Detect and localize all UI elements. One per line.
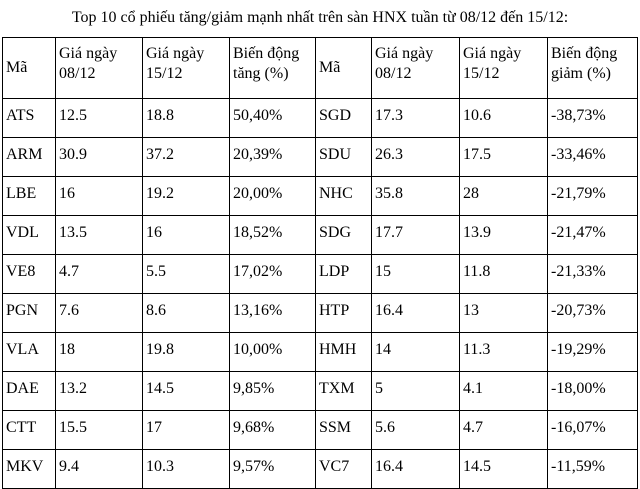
loser-code-cell: SDG bbox=[316, 216, 372, 255]
header-loss-pct-line2: giảm (%) bbox=[551, 65, 611, 82]
loser-price-0812-cell: 5 bbox=[372, 372, 460, 411]
loser-code-cell: SDU bbox=[316, 138, 372, 177]
loser-price-1512-cell: 11.8 bbox=[460, 255, 548, 294]
loser-code-cell: NHC bbox=[316, 177, 372, 216]
loser-pct-cell: -21,79% bbox=[548, 177, 638, 216]
gainer-code-cell: PGN bbox=[3, 294, 56, 333]
header-price-1512-losers-line1: Giá ngày bbox=[463, 45, 522, 62]
table-row bbox=[3, 450, 638, 489]
gainer-price-0812-cell: 7.6 bbox=[56, 294, 143, 333]
header-code-gainers: Mã bbox=[3, 38, 56, 99]
loser-pct-cell: -19,29% bbox=[548, 333, 638, 372]
loser-price-1512-cell: 14.5 bbox=[460, 450, 548, 489]
gainer-code-cell: ARM bbox=[3, 138, 56, 177]
header-price-0812-losers bbox=[372, 38, 460, 99]
table-row bbox=[3, 138, 638, 177]
loser-code-cell: LDP bbox=[316, 255, 372, 294]
loser-price-0812-cell: 16.4 bbox=[372, 450, 460, 489]
gainer-price-0812-cell: 30.9 bbox=[56, 138, 143, 177]
loser-pct-cell: -11,59% bbox=[548, 450, 638, 489]
header-price-1512-gainers-line2: 15/12 bbox=[146, 65, 183, 82]
gainer-price-0812-cell: 12.5 bbox=[56, 99, 143, 138]
gainer-pct-cell: 9,85% bbox=[230, 372, 316, 411]
gainer-code-cell: CTT bbox=[3, 411, 56, 450]
header-price-1512-gainers bbox=[143, 38, 230, 99]
gainer-code-cell: VLA bbox=[3, 333, 56, 372]
gainer-price-1512-cell: 14.5 bbox=[143, 372, 230, 411]
loser-price-0812-cell: 35.8 bbox=[372, 177, 460, 216]
loser-price-0812-cell: 17.7 bbox=[372, 216, 460, 255]
header-price-0812-gainers bbox=[56, 38, 143, 99]
gainer-pct-cell: 20,00% bbox=[230, 177, 316, 216]
loser-code-cell: SSM bbox=[316, 411, 372, 450]
table-row bbox=[3, 411, 638, 450]
loser-price-1512-cell: 10.6 bbox=[460, 99, 548, 138]
gainer-price-1512-cell: 37.2 bbox=[143, 138, 230, 177]
header-price-1512-losers-line2: 15/12 bbox=[463, 65, 500, 82]
loser-price-0812-cell: 15 bbox=[372, 255, 460, 294]
gainer-pct-cell: 9,57% bbox=[230, 450, 316, 489]
gainer-price-0812-cell: 15.5 bbox=[56, 411, 143, 450]
header-price-1512-gainers-line1: Giá ngày bbox=[146, 45, 205, 62]
table-row bbox=[3, 333, 638, 372]
loser-price-1512-cell: 17.5 bbox=[460, 138, 548, 177]
header-gain-pct bbox=[230, 38, 316, 99]
gainer-code-cell: LBE bbox=[3, 177, 56, 216]
gainer-price-0812-cell: 18 bbox=[56, 333, 143, 372]
loser-price-1512-cell: 13.9 bbox=[460, 216, 548, 255]
loser-price-0812-cell: 16.4 bbox=[372, 294, 460, 333]
gainer-pct-cell: 50,40% bbox=[230, 99, 316, 138]
gainer-price-1512-cell: 19.2 bbox=[143, 177, 230, 216]
loser-code-cell: HMH bbox=[316, 333, 372, 372]
top-stocks-table bbox=[2, 37, 638, 489]
header-code-losers: Mã bbox=[316, 38, 372, 99]
table-row bbox=[3, 372, 638, 411]
gainer-code-cell: VDL bbox=[3, 216, 56, 255]
header-loss-pct-line1: Biến động bbox=[551, 45, 618, 62]
gainer-price-0812-cell: 4.7 bbox=[56, 255, 143, 294]
gainer-pct-cell: 18,52% bbox=[230, 216, 316, 255]
loser-code-cell: HTP bbox=[316, 294, 372, 333]
table-row bbox=[3, 99, 638, 138]
gainer-price-1512-cell: 5.5 bbox=[143, 255, 230, 294]
gainer-price-0812-cell: 13.5 bbox=[56, 216, 143, 255]
loser-price-1512-cell: 4.7 bbox=[460, 411, 548, 450]
gainer-code-cell: DAE bbox=[3, 372, 56, 411]
loser-code-cell: VC7 bbox=[316, 450, 372, 489]
loser-price-0812-cell: 26.3 bbox=[372, 138, 460, 177]
gainer-pct-cell: 13,16% bbox=[230, 294, 316, 333]
loser-price-1512-cell: 4.1 bbox=[460, 372, 548, 411]
gainer-pct-cell: 20,39% bbox=[230, 138, 316, 177]
gainer-code-cell: VE8 bbox=[3, 255, 56, 294]
gainer-price-0812-cell: 9.4 bbox=[56, 450, 143, 489]
gainer-price-1512-cell: 19.8 bbox=[143, 333, 230, 372]
gainer-price-0812-cell: 13.2 bbox=[56, 372, 143, 411]
gainer-price-1512-cell: 8.6 bbox=[143, 294, 230, 333]
header-price-0812-losers-line1: Giá ngày bbox=[375, 45, 434, 62]
loser-price-1512-cell: 11.3 bbox=[460, 333, 548, 372]
table-row bbox=[3, 177, 638, 216]
gainer-code-cell: ATS bbox=[3, 99, 56, 138]
gainer-code-cell: MKV bbox=[3, 450, 56, 489]
gainer-price-0812-cell: 16 bbox=[56, 177, 143, 216]
loser-price-0812-cell: 5.6 bbox=[372, 411, 460, 450]
loser-pct-cell: -38,73% bbox=[548, 99, 638, 138]
loser-price-1512-cell: 28 bbox=[460, 177, 548, 216]
header-price-1512-losers bbox=[460, 38, 548, 99]
loser-code-cell: SGD bbox=[316, 99, 372, 138]
loser-pct-cell: -18,00% bbox=[548, 372, 638, 411]
gainer-pct-cell: 9,68% bbox=[230, 411, 316, 450]
loser-code-cell: TXM bbox=[316, 372, 372, 411]
table-row bbox=[3, 216, 638, 255]
gainer-pct-cell: 10,00% bbox=[230, 333, 316, 372]
loser-price-0812-cell: 14 bbox=[372, 333, 460, 372]
gainer-price-1512-cell: 10.3 bbox=[143, 450, 230, 489]
loser-pct-cell: -20,73% bbox=[548, 294, 638, 333]
header-gain-pct-line2: tăng (%) bbox=[233, 65, 289, 82]
gainer-pct-cell: 17,02% bbox=[230, 255, 316, 294]
header-price-0812-gainers-line1: Giá ngày bbox=[59, 45, 118, 62]
header-row bbox=[3, 38, 638, 99]
loser-price-1512-cell: 13 bbox=[460, 294, 548, 333]
table-row bbox=[3, 294, 638, 333]
header-loss-pct bbox=[548, 38, 638, 99]
gainer-price-1512-cell: 17 bbox=[143, 411, 230, 450]
loser-pct-cell: -21,47% bbox=[548, 216, 638, 255]
loser-pct-cell: -33,46% bbox=[548, 138, 638, 177]
loser-pct-cell: -16,07% bbox=[548, 411, 638, 450]
table-row bbox=[3, 255, 638, 294]
loser-price-0812-cell: 17.3 bbox=[372, 99, 460, 138]
gainer-price-1512-cell: 16 bbox=[143, 216, 230, 255]
table-caption: Top 10 cổ phiếu tăng/giảm mạnh nhất trên sàn HNX tuần từ 08/12 đến 15/12: bbox=[71, 9, 569, 26]
loser-pct-cell: -21,33% bbox=[548, 255, 638, 294]
header-gain-pct-line1: Biến động bbox=[233, 45, 300, 62]
header-price-0812-gainers-line2: 08/12 bbox=[59, 65, 96, 82]
gainer-price-1512-cell: 18.8 bbox=[143, 99, 230, 138]
header-price-0812-losers-line2: 08/12 bbox=[375, 65, 412, 82]
